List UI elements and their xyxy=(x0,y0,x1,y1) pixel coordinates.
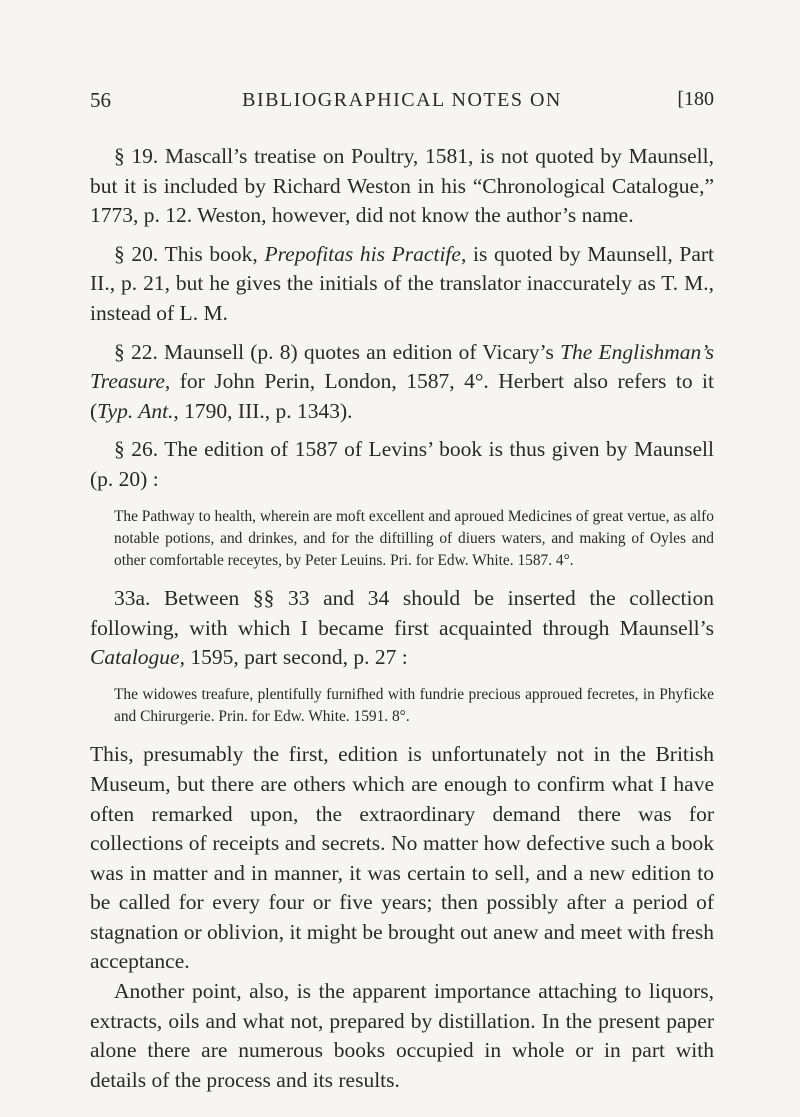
section-19-text: § 19. Mascall’s treatise on Poultry, 1581, is not quoted by Maunsell, but it is included by Richard Weston in his “Chronological Catalogue,” 1773, p. 12. Weston, however, did not know the author’s name. xyxy=(90,144,714,228)
section-20-text-a: § 20. This book, xyxy=(114,241,258,266)
section-33a-text-b: , 1595, part second, p. 27 : xyxy=(179,645,408,670)
paragraph-another-point: Another point, also, is the apparent importance attaching to liquors, extracts, oils and what not, prepared by distillation. In the present paper alone there are numerous books occupied in whole or in part with details of the process and its results. xyxy=(90,979,714,1092)
page-number: 56 xyxy=(90,88,111,112)
section-33a-text-a: 33a. Between §§ 33 and 34 should be inserted the collection following, with which I became first acquainted through Maunsell’s xyxy=(90,586,714,640)
paragraph-section-26 xyxy=(90,435,714,494)
book-title-prepofitas: Prepofitas his Practife xyxy=(264,241,461,266)
paragraph-section-19 xyxy=(90,142,714,231)
book-title-catalogue: Catalogue xyxy=(90,645,180,670)
paragraph-section-20 xyxy=(90,240,714,329)
section-22-text-b: , for John Perin, London, 1587, 4°. Herbert also refers to it ( xyxy=(90,369,714,423)
quotation-widowes-treasure: The widowes treafure, plentifully furnifhed with fundrie precious approued fecretes, in Phyficke and Chirurgerie. Prin. for Edw. White. 1591. 8°. xyxy=(114,685,714,726)
section-22-text-a: § 22. Maunsell (p. 8) quotes an edition of Vicary’s xyxy=(114,339,554,364)
section-20-text-b: , is quoted by Maunsell, Part II., p. 21, but he gives the initials of the translator inaccurately as T. M., instead of L. M. xyxy=(90,241,714,325)
section-reference: [180 xyxy=(677,88,714,110)
paragraph-continuation: This, presumably the first, edition is unfortunately not in the British Museum, but there are others which are enough to confirm what I have often remarked upon, the extraordinary demand there was for collections of receipts and secrets. No matter how defective such a book was in matter and in manner, it was certain to sell, and a new edition to be called for every four or five years; then possibly after a period of stagnation or oblivion, it might be brought out anew and meet with fresh acceptance. xyxy=(90,742,714,974)
running-title: BIBLIOGRAPHICAL NOTES ON xyxy=(242,89,562,111)
section-26-text: § 26. The edition of 1587 of Levins’ book is thus given by Maunsell (p. 20) : xyxy=(90,437,714,491)
quotation-pathway-to-health: The Pathway to health, wherein are moft excellent and aproued Medicines of great vertue, as alfo notable potions, and drinkes, and for the diftilling of diuers waters, and making of Oyles and other comfortable receytes, by Peter Leuins. Pri. for Edw. White. 1587. 4°. xyxy=(114,507,714,569)
running-header xyxy=(90,88,714,118)
reference-typ-ant: Typ. Ant. xyxy=(97,398,174,423)
section-22-text-c: , 1790, III., p. 1343). xyxy=(173,398,353,423)
body-text xyxy=(90,142,714,1095)
paragraph-section-22 xyxy=(90,338,714,427)
paragraph-section-33a xyxy=(90,584,714,673)
book-title-englishmans-treasure: The Englishman’s Treasure xyxy=(90,339,714,394)
